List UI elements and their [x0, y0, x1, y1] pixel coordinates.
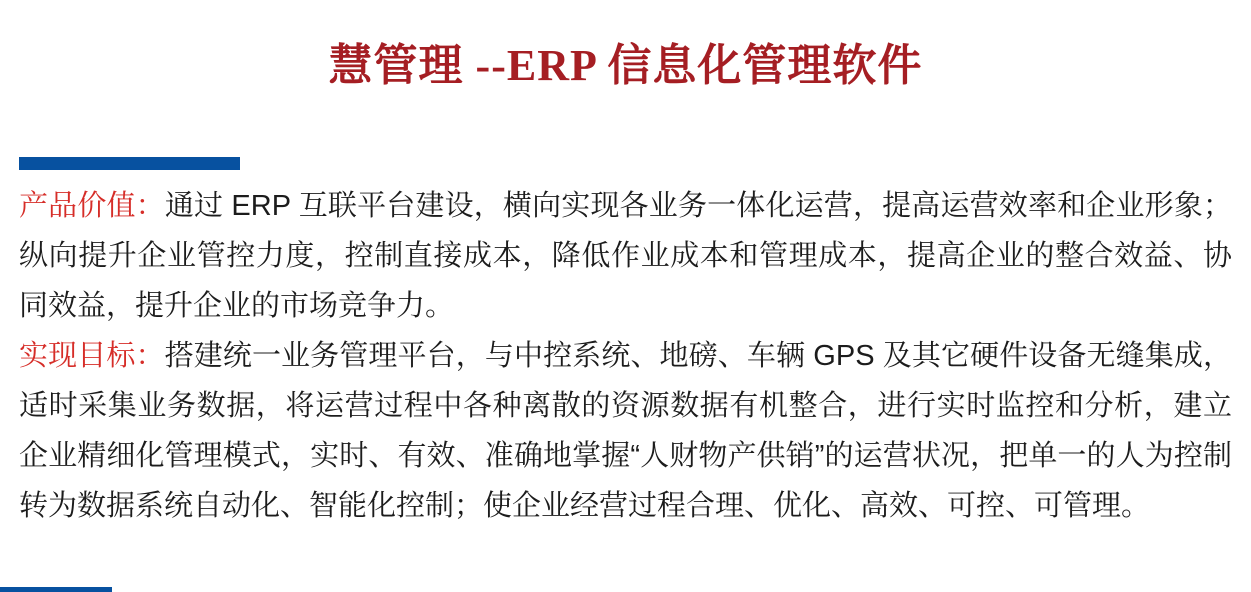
bottom-accent-bar — [0, 587, 112, 592]
goal-text: 搭建统一业务管理平台，与中控系统、地磅、车辆 GPS 及其它硬件设备无缝集成，适时采集业务数据，将运营过程中各种离散的资源数据有机整合，进行实时监控和分析，建立企业精细化管理模式，实时、有效、准确地掌握“人财物产供销”的运营状况，把单一的人为控制转为数据系统自动化、智能化控制；使企业经营过程合理、优化、高效、可控、可管理。 — [19, 340, 1232, 522]
goal-label: 实现目标： — [19, 340, 165, 372]
product-value-text: 通过 ERP 互联平台建设，横向实现各业务一体化运营，提高运营效率和企业形象；纵向提升企业管控力度，控制直接成本，降低作业成本和管理成本，提高企业的整合效益、协同效益，提升企业的市场竞争力。 — [19, 190, 1232, 322]
paragraph-product-value — [19, 181, 1232, 331]
page-title: 慧管理 --ERP 信息化管理软件 — [328, 41, 923, 90]
body-text — [19, 181, 1232, 531]
product-value-label: 产品价值： — [19, 190, 165, 222]
top-accent-bar — [19, 157, 240, 170]
paragraph-goal — [19, 331, 1232, 531]
